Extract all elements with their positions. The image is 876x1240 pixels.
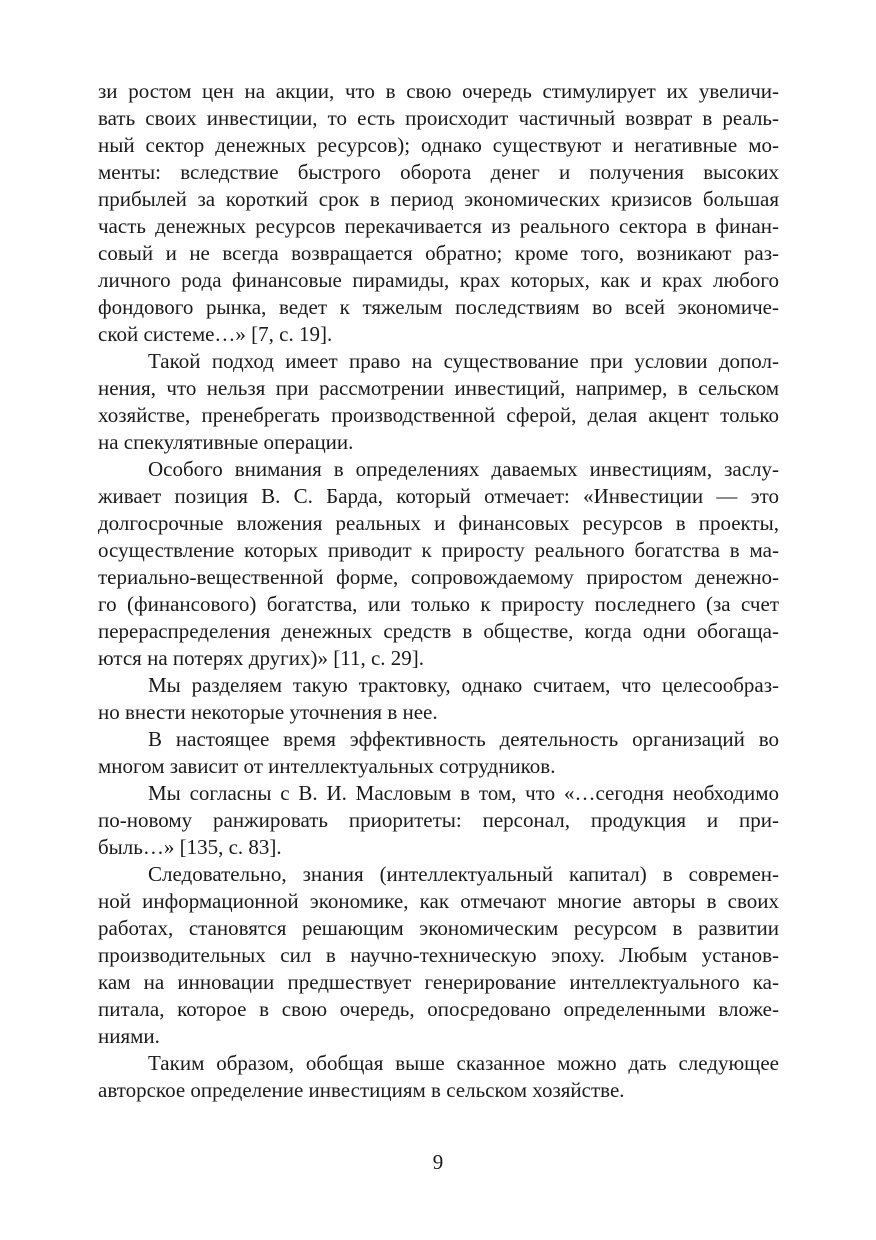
paragraph: [98, 726, 779, 780]
text-line: кам на инновации предшествует генерирование интеллектуального ка-: [98, 970, 779, 994]
page-number: 9: [432, 1150, 444, 1174]
text-line: по-новому ранжировать приоритеты: персонал, продукция и при-: [98, 808, 779, 832]
page-body: [98, 78, 779, 1104]
text-line: вать своих инвестиции, то есть происходит частичный возврат в реаль-: [98, 106, 779, 130]
paragraph: [98, 672, 779, 726]
text-line: ской системе…» [7, с. 19].: [98, 322, 333, 346]
paragraph: [98, 861, 779, 1050]
text-line: Мы разделяем такую трактовку, однако считаем, что целесообраз-: [148, 673, 779, 697]
text-line: часть денежных ресурсов перекачивается из реального сектора в финан-: [98, 214, 779, 238]
text-line: В настоящее время эффективность деятельность организаций во: [148, 727, 779, 751]
text-line: перераспределения денежных средств в обществе, когда одни обогаща-: [98, 619, 779, 643]
text-line: ный сектор денежных ресурсов); однако существуют и негативные мо-: [98, 133, 779, 157]
text-line: Такой подход имеет право на существование при условии допол-: [148, 349, 779, 373]
text-line: совый и не всегда возвращается обратно; кроме того, возникают раз-: [98, 241, 779, 265]
text-line: фондового рынка, ведет к тяжелым последствиям во всей экономиче-: [98, 295, 779, 319]
text-line: работах, становятся решающим экономическим ресурсом в развитии: [98, 916, 779, 940]
text-line: на спекулятивные операции.: [98, 430, 354, 454]
text-line: питала, которое в свою очередь, опосредовано определенными вложе-: [98, 997, 779, 1021]
text-line: быль…» [135, с. 83].: [98, 835, 282, 859]
text-line: но внести некоторые уточнения в нее.: [98, 700, 438, 724]
text-line: личного рода финансовые пирамиды, крах которых, как и крах любого: [98, 268, 779, 292]
paragraph: [98, 780, 779, 861]
paragraph: [98, 348, 779, 456]
text-line: зи ростом цен на акции, что в свою очередь стимулирует их увеличи-: [98, 79, 779, 103]
text-line: Особого внимания в определениях даваемых инвестициям, заслу-: [148, 457, 779, 481]
text-line: менты: вследствие быстрого оборота денег и получения высоких: [98, 160, 779, 184]
text-line: осуществление которых приводит к приросту реального богатства в ма-: [98, 538, 779, 562]
paragraph: [98, 78, 779, 348]
text-line: Мы согласны с В. И. Масловым в том, что «…сегодня необходимо: [148, 781, 779, 805]
text-line: Таким образом, обобщая выше сказанное можно дать следующее: [148, 1051, 779, 1075]
text-line: живает позиция В. С. Барда, который отмечает: «Инвестиции — это: [98, 484, 779, 508]
text-line: хозяйстве, пренебрегать производственной сферой, делая акцент только: [98, 403, 779, 427]
text-line: ются на потерях других)» [11, с. 29].: [98, 646, 425, 670]
text-line: прибылей за короткий срок в период экономических кризисов большая: [98, 187, 779, 211]
text-line: производительных сил в научно-техническую эпоху. Любым установ-: [98, 943, 779, 967]
text-line: го (финансового) богатства, или только к приросту последнего (за счет: [98, 592, 779, 616]
paragraph: [98, 456, 779, 672]
text-line: териально-вещественной форме, сопровождаемому приростом денежно-: [98, 565, 779, 589]
paragraph: [98, 1050, 779, 1104]
text-line: ной информационной экономике, как отмечают многие авторы в своих: [98, 889, 779, 913]
text-line: Следовательно, знания (интеллектуальный капитал) в современ-: [148, 862, 779, 886]
text-line: ниями.: [98, 1024, 160, 1048]
text-line: нения, что нельзя при рассмотрении инвестиций, например, в сельском: [98, 376, 779, 400]
text-line: многом зависит от интеллектуальных сотрудников.: [98, 754, 556, 778]
text-line: долгосрочные вложения реальных и финансовых ресурсов в проекты,: [98, 511, 779, 535]
text-line: авторское определение инвестициям в сельском хозяйстве.: [98, 1078, 625, 1102]
